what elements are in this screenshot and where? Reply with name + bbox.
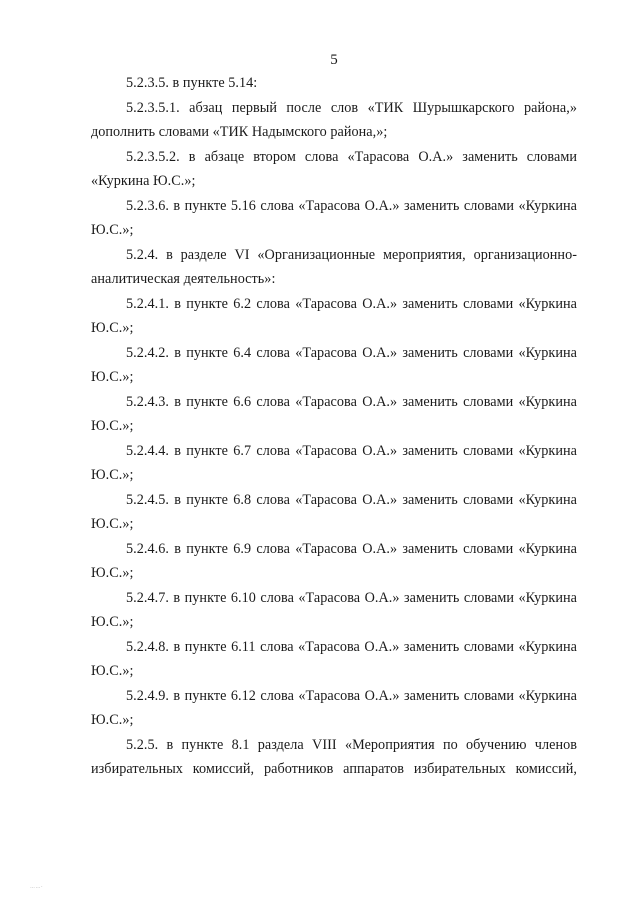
paragraph-5-2-4-9: 5.2.4.9. в пункте 6.12 слова «Тарасова О.А.» заменить словами «Куркина Ю.С.»; [91,687,577,728]
paragraph-5-2-4-6: 5.2.4.6. в пункте 6.9 слова «Тарасова О.А.» заменить словами «Куркина Ю.С.»; [91,540,577,581]
paragraph-5-2-4: 5.2.4. в разделе VI «Организационные мероприятия, организационно-аналитическая деятельность»: [91,246,577,287]
page-number: 5 [330,52,338,68]
paragraph-5-2-4-4: 5.2.4.4. в пункте 6.7 слова «Тарасова О.А.» заменить словами «Куркина Ю.С.»; [91,442,577,483]
paragraph-5-2-3-5-2: 5.2.3.5.2. в абзаце втором слова «Тарасова О.А.» заменить словами «Куркина Ю.С.»; [91,148,577,189]
paragraph-5-2-4-8: 5.2.4.8. в пункте 6.11 слова «Тарасова О.А.» заменить словами «Куркина Ю.С.»; [91,638,577,679]
document-body [91,71,577,782]
paragraph-5-2-4-7: 5.2.4.7. в пункте 6.10 слова «Тарасова О.А.» заменить словами «Куркина Ю.С.»; [91,589,577,630]
paragraph-5-2-3-5-1: 5.2.3.5.1. абзац первый после слов «ТИК Шурышкарского района,» дополнить словами «ТИК Надымского района,»; [91,99,577,140]
paragraph-5-2-4-5: 5.2.4.5. в пункте 6.8 слова «Тарасова О.А.» заменить словами «Куркина Ю.С.»; [91,491,577,532]
paragraph-5-2-3-5: 5.2.3.5. в пункте 5.14: [126,75,258,91]
paragraph-5-2-4-2: 5.2.4.2. в пункте 6.4 слова «Тарасова О.А.» заменить словами «Куркина Ю.С.»; [91,344,577,385]
paragraph-5-2-3-6: 5.2.3.6. в пункте 5.16 слова «Тарасова О.А.» заменить словами «Куркина Ю.С.»; [91,197,577,238]
paragraph-5-2-4-3: 5.2.4.3. в пункте 6.6 слова «Тарасова О.А.» заменить словами «Куркина Ю.С.»; [91,393,577,434]
paragraph-5-2-4-1: 5.2.4.1. в пункте 6.2 слова «Тарасова О.А.» заменить словами «Куркина Ю.С.»; [91,295,577,336]
paragraph-5-2-5: 5.2.5. в пункте 8.1 раздела VIII «Мероприятия по обучению членов избирательных комиссий, работников аппаратов избирательных комиссий, [91,736,577,777]
scan-artifact-mark: ……· [30,884,44,890]
